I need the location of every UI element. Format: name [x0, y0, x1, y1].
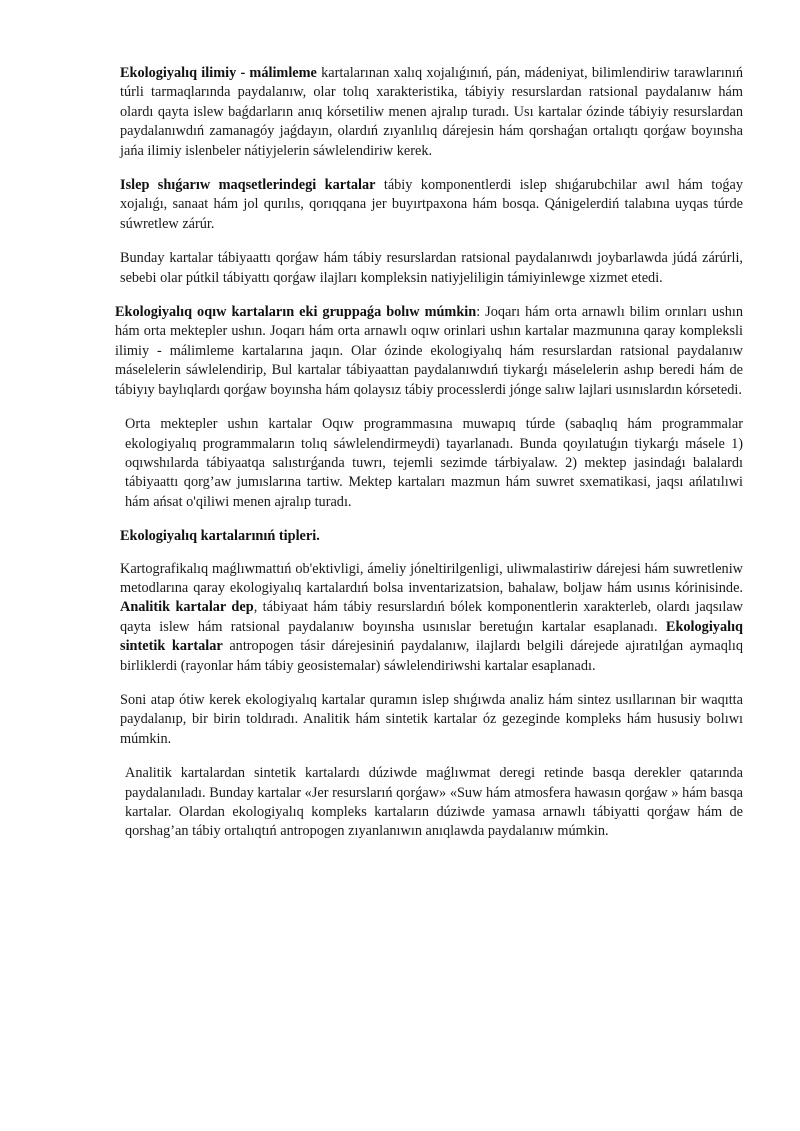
term-production-maps: Islep shıǵarıw maqsetlerindegi kartalar [120, 177, 376, 194]
paragraph-analysis-synthesis: Soni atap ótiw kerek ekologiyalıq kartalar quramın islep shıǵıwda analiz hám sintez usıllarınan bir waqıtta paydalanıp, bir birin toldıradı. Analitik hám sintetik kartalar óz gezeginde kompleks hám hususiy bolıwı múmkin. [120, 691, 743, 747]
paragraph-nature-protection: Bunday kartalar tábiyaattı qorǵaw hám tábiy resurslardan ratsional paydalanıwdı joybarlawda júdá zárúrli, sebebi olar pútkil tábiyattı qorǵaw ilajları kompleksin natiyjeliligin támiyinlewge xizmet etedi. [120, 250, 743, 286]
section-heading-map-types [115, 527, 743, 546]
paragraph-scientific-maps: Ekologiyalıq ilimiy - málimleme kartalarınan xalıq xojalıǵınıń, pán, mádeniyat, bilimlendiriw tarawlarınıń túrli tarmaqlarında paydalanıw, olar tolıq xarakteristika, tábiyiy resurslardan ratsional paydalanıw hám olardı qayta islew baǵdarların anıq kórsetiliw menen ajralıp turadı. Usı kartalar ózinde tábiyiy resurslardan paydalanıwdıń zamanagóy jaǵdayın, olardıń zıyanlılıq dárejesin hám qorshaǵan ortalıqtı qorǵaw boyınsha jańa ilimiy islenbeler nátiyjelerin sáwlelendiriw kerek. [120, 65, 744, 159]
heading-map-types: Ekologiyalıq kartalarınıń tipleri. [120, 528, 320, 545]
term-scientific-maps: Ekologiyalıq ilimiy - málimleme [120, 65, 317, 81]
paragraph-production-maps: Islep shıǵarıw maqsetlerindegi kartalar tábiy komponentlerdi islep shıǵarubchilar awıl hám toǵay xojalıǵı, sanaat hám jol qurılıs, qorıqqana jer buyırtpaxona hám bosqa. Qánigelerdiń talabına uyqas túrde súwretlew zárúr. [120, 177, 743, 232]
paragraph-analytic-synthetic: Kartografikalıq maǵlıwmattıń ob'ektivligi, ámeliy jóneltirilgenligi, uliwmalastiriw dárejesi hám suwretleniw metodlarına qaray ekologiyalıq kartalardıń bolsa inventarizatsion, bahalaw, boljaw hám usınıs kórinisinde. Analitik kartalar dep, tábiyaat hám tábiy resurslardıń bólek komponentlerin xarakterleb, olardı jaqsılaw qayta islew hám ratsional paydalanıw boyınsha usınıslar beretuǵın kartalar esaplanadı. Ekologiyalıq sintetik kartalar antropogen tásir dárejesiniń paydalanıw, ilajlardı belgili dárejede ajıratılǵan aymaqlıq birliklerdi (rayonlar hám tábiy geosistemalar) sáwlelendiriwshi kartalar esaplanadı. [120, 560, 744, 674]
term-synthetic-maps: Ekologiyalıq sintetik kartalar [120, 618, 743, 655]
paragraph-analytic-sources: Analitik kartalardan sintetik kartalardı dúziwde maǵlıwmat deregi retinde basqa derekler qatarında paydalanıladı. Bunday kartalar «Jer resurslarıń qorǵaw» «Suw hám atmosfera hawasın qorǵaw » hám basqa kartalar. Olardan ekologiyalıq kompleks kartaların dúziwde yamasa arnawlı tábiyatti qorǵaw hám de qorshag’an tábiy ortalıqtıń antropogen zıyanlanıwın anıqlawda paydalanıw múmkin. [125, 765, 743, 840]
paragraph-school-maps: Orta mektepler ushın kartalar Oqıw programmasına muwapıq túrde (sabaqlıq hám programmalar ekologiyalıq programmaların tolıq sáwlelendirmeydi) tayarlanadı. Bunda qoyılatuǵın tiykarǵı másele 1) oqıwshılarda tábiyaatqa salıstırǵanda tuwrı, tejemli sezimde tárbiyalaw. 2) mektep jasindaǵı balalardı tábiyaattı qorg’aw jumıslarına tartiw. Mektep kartaları mazmun hám suwret sxematikasi, jaqsı ańlatılıwi hám ańsat o'qiliwi menen ajralıp turadı. [125, 416, 743, 510]
paragraph-education-maps: Ekologiyalıq oqıw kartaların eki gruppaǵa bolıw múmkin: Joqarı hám orta arnawlı bilim orınları ushın hám orta mektepler ushın. Joqarı hám orta arnawlı oqıw orinlari ushın kartalar mazmunına qaray kompleksli ilimiy - málimleme kartalarına jaqın. Olar ózinde ekologiyalıq hám resurslardan ratsional paydalanıw máselelerin sáwlelendirip, Bul kartalar tábiyaattan paydalanıwdıń tiykarǵı máselelerin ashıp beredi hám de tábiyıy baylıqlardı qorǵaw boyınsha hám qolaysız tábiy processlerdi jónge salıw lajlari usınıslardın kórsetedi. [115, 304, 744, 398]
term-analytic-maps: Analitik kartalar dep [120, 599, 254, 616]
term-education-maps: Ekologiyalıq oqıw kartaların eki gruppaǵa bolıw múmkin [115, 304, 477, 321]
